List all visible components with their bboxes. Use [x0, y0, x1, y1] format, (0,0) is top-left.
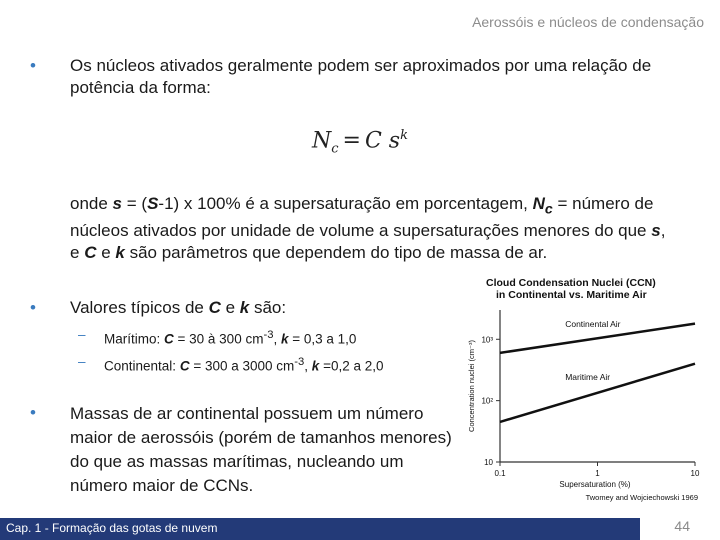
para-text: onde: [70, 194, 113, 213]
y-tick-label: 10: [484, 458, 493, 467]
para-S: S: [147, 194, 159, 213]
x-axis-label: Supersaturation (%): [559, 480, 631, 489]
item-exp: -3: [294, 355, 305, 368]
bullet-text-part: Valores típicos de: [70, 298, 209, 317]
para-C: C: [84, 243, 97, 263]
formula-rhs-sup: k: [400, 128, 408, 143]
item-text: =0,2 a 2,0: [319, 358, 384, 373]
chart-title: Cloud Condensation Nuclei (CCN): [486, 277, 656, 289]
para-text: = (: [122, 194, 148, 213]
para-s: s: [651, 221, 661, 241]
x-tick-label: 10: [690, 469, 700, 478]
bullet-text-part: e: [220, 298, 240, 317]
x-tick-label: 0.1: [494, 469, 506, 478]
bullet-dot: •: [30, 298, 36, 317]
item-k: k: [280, 331, 289, 347]
formula-lhs: N: [312, 128, 332, 154]
bullet-k: k: [239, 298, 250, 317]
bullet-text: [70, 297, 286, 319]
y-axis-label: Concentration nuclei (cm⁻³): [467, 340, 476, 432]
bullet-text: Os núcleos ativados geralmente podem ser aproximados por uma relação de potência da forma:: [70, 56, 652, 97]
item-text: = 30 à 300 cm: [173, 331, 264, 347]
item-text: ,: [304, 358, 312, 373]
x-tick-label: 1: [595, 469, 600, 478]
para-text: -1) x 100% é a supersaturação em porcentagem,: [158, 194, 533, 213]
bullet-dot: •: [30, 403, 36, 422]
item-label: Marítimo:: [104, 331, 165, 347]
item-text: ,: [273, 331, 281, 347]
power-law-formula: [312, 128, 408, 157]
item-label: Continental:: [104, 358, 180, 373]
formula-lhs-sub: c: [331, 141, 339, 157]
bullet-text: Massas de ar continental possuem um número maior de aerossóis (porém de tamanhos menores) do que as massas marítimas, nucleando um número maior de CCNs.: [70, 404, 452, 495]
para-Nc: N: [532, 194, 545, 213]
bullet-text-part: são:: [249, 298, 287, 317]
para-text: e: [96, 243, 116, 263]
para-text: , e: [70, 221, 666, 263]
footer-text: Cap. 1 - Formação das gotas de nuvem: [6, 521, 218, 535]
item-text: = 300 a 3000 cm: [189, 358, 295, 373]
typical-values-list: [78, 324, 384, 377]
ccn-chart-svg: [460, 272, 710, 504]
slide-title: Aerossóis e núcleos de condensação: [472, 14, 704, 30]
para-text: = número de núcleos ativados por unidade de volume a supersaturações menores do que: [70, 194, 654, 241]
item-exp: -3: [263, 329, 274, 341]
para-Nc-sub: c: [544, 201, 553, 218]
bullet-C: C: [208, 298, 221, 317]
bullet-dot: •: [30, 56, 36, 75]
formula-rhs: C s: [364, 128, 401, 154]
para-s: s: [112, 194, 123, 213]
definition-paragraph: [70, 193, 670, 264]
page-number: 44: [674, 518, 690, 534]
para-text: são parâmetros que dependem do tipo de massa de ar.: [124, 243, 548, 263]
y-tick-label: 10³: [481, 335, 493, 345]
footer-bar: [0, 518, 640, 540]
item-text: = 0,3 a 1,0: [288, 331, 357, 347]
series-label: Maritime Air: [565, 371, 611, 382]
list-item-continental: [78, 351, 384, 378]
item-C: C: [164, 331, 174, 347]
formula-equals: =: [342, 128, 361, 154]
y-tick-label: 10²: [481, 396, 493, 406]
para-k: k: [115, 243, 125, 263]
dash: –: [78, 353, 86, 369]
item-k: k: [311, 358, 320, 373]
item-C: C: [179, 358, 190, 373]
dash: –: [78, 327, 86, 342]
chart-subtitle: in Continental vs. Maritime Air: [496, 289, 647, 301]
series-label: Continental Air: [565, 318, 621, 329]
ccn-chart: [460, 272, 710, 504]
list-item-maritime: [78, 324, 384, 351]
chart-credit: Twomey and Wojciechowski 1969: [585, 493, 698, 502]
